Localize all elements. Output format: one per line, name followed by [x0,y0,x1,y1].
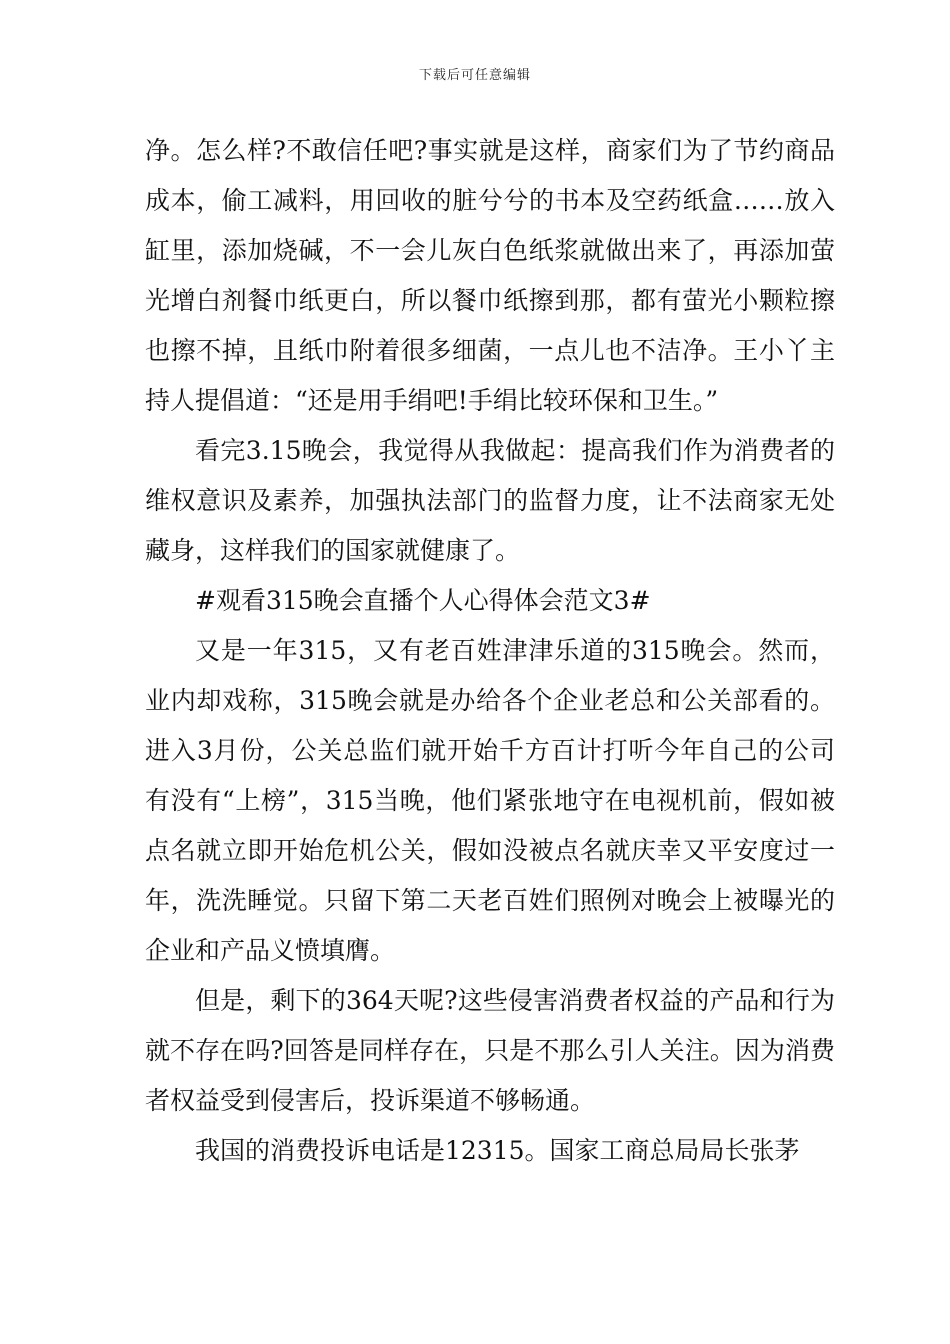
paragraph-3: 又是一年315，又有老百姓津津乐道的315晚会。然而，业内却戏称，315晚会就是办给各个企业老总和公关部看的。进入3月份，公关总监们就开始千方百计打听今年自己的公司有没有“上榜”，315当晚，他们紧张地守在电视机前，假如被点名就立即开始危机公关，假如没被点名就庆幸又平安度过一年，洗洗睡觉。只留下第二天老百姓们照例对晚会上被曝光的企业和产品义愤填膺。 [145,636,835,965]
paragraph-2: 看完3.15晚会，我觉得从我做起：提高我们作为消费者的维权意识及素养，加强执法部门的监督力度，让不法商家无处藏身，这样我们的国家就健康了。 [145,436,835,565]
paragraph-1: 净。怎么样?不敢信任吧?事实就是这样，商家们为了节约商品成本，偷工减料，用回收的脏兮兮的书本及空药纸盒……放入缸里，添加烧碱，不一会儿灰白色纸浆就做出来了，再添加萤光增白剂餐巾纸更白，所以餐巾纸擦到那，都有萤光小颗粒擦也擦不掉，且纸巾附着很多细菌，一点儿也不洁净。王小丫主持人提倡道：“还是用手绢吧!手绢比较环保和卫生。” [145,136,835,415]
page-header-note: 下载后可任意编辑 [418,68,531,83]
paragraph-4: 但是，剩下的364天呢?这些侵害消费者权益的产品和行为就不存在吗?回答是同样存在，只是不那么引人关注。因为消费者权益受到侵害后，投诉渠道不够畅通。 [145,986,835,1115]
section-heading: #观看315晚会直播个人心得体会范文3# [195,586,651,615]
document-body [145,126,835,1176]
paragraph-5: 我国的消费投诉电话是12315。国家工商总局局长张茅 [195,1136,800,1165]
